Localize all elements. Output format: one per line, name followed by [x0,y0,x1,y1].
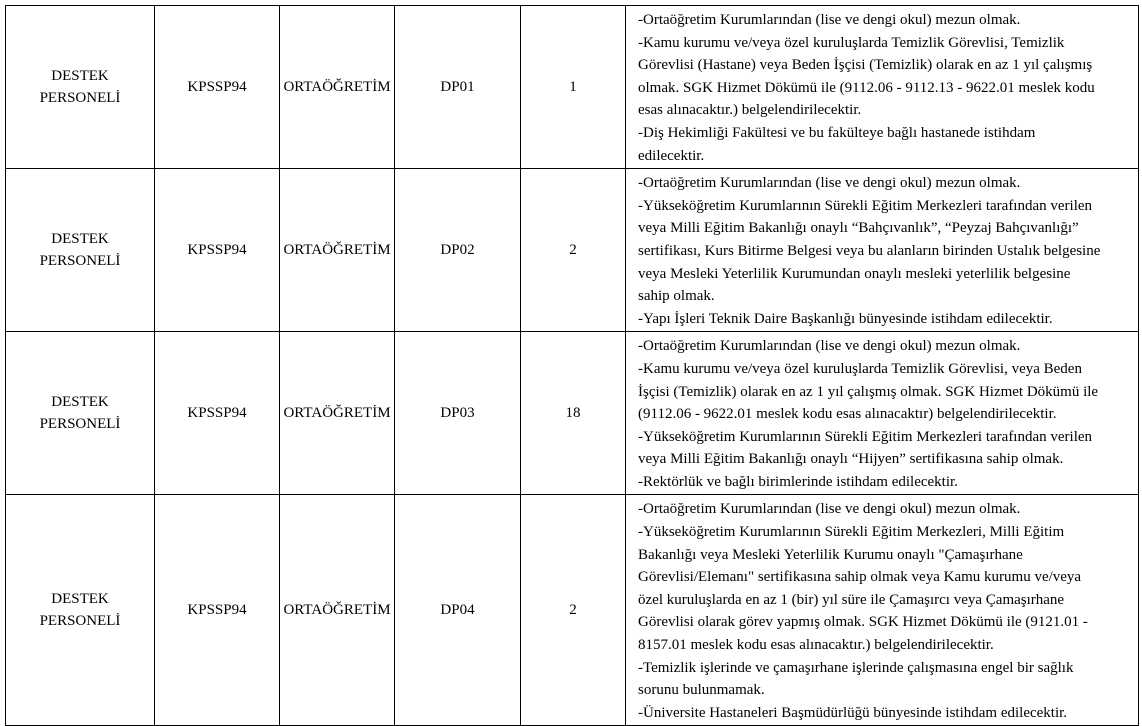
position-category-line: PERSONELİ [39,416,121,433]
requirement-line: Görevlisi (Hastane) veya Beden İşçisi (Temizlik) olarak en az 1 yıl çalışmış [638,57,1093,74]
requirement-line: sertifikası, Kurs Bitirme Belgesi veya bu alanların birinden Ustalık belgesine [638,242,1101,259]
requirement-line: veya Mesleki Yeterlilik Kurumundan onaylı mesleki yeterlilik belgesine [638,265,1071,282]
position-count-cell: 18 [521,332,626,495]
requirement-line: -Kamu kurumu ve/veya özel kuruluşlarda Temizlik Görevlisi, Temizlik [638,34,1065,51]
position-category-line: DESTEK [51,394,109,411]
education-level-cell: ORTAÖĞRETİM [280,495,395,726]
requirement-line: Görevlisi/Elemanı" sertifikasına sahip olmak veya Kamu kurumu ve/veya [638,569,1082,586]
position-count-cell: 1 [521,6,626,169]
requirement-line: esas alınacaktır.) belgelendirilecektir. [638,102,862,119]
requirement-line: -Rektörlük ve bağlı birimlerinde istihdam edilecektir. [638,473,958,490]
position-category-line: DESTEK [51,231,109,248]
requirement-line: sahip olmak. [638,288,715,305]
requirement-line: -Yükseköğretim Kurumlarının Sürekli Eğitim Merkezleri tarafından verilen [638,428,1093,445]
requirement-line: sorunu bulunmamak. [638,682,765,699]
requirement-line: -Temizlik işlerinde ve çamaşırhane işlerinde çalışmasına engel bir sağlık [638,659,1074,676]
requirement-line: veya Milli Eğitim Bakanlığı onaylı “Hijyen” sertifikasına sahip olmak. [638,451,1064,468]
position-code-cell: DP04 [395,495,521,726]
position-code-cell: DP02 [395,169,521,332]
position-count-cell: 2 [521,495,626,726]
exam-score-type-cell: KPSSP94 [155,169,280,332]
table-row [6,332,1139,495]
exam-score-type-cell: KPSSP94 [155,495,280,726]
position-category-line: PERSONELİ [39,90,121,107]
education-level-cell: ORTAÖĞRETİM [280,169,395,332]
education-level-cell: ORTAÖĞRETİM [280,332,395,495]
position-category-line: PERSONELİ [39,613,121,630]
requirements-cell [626,169,1139,332]
requirement-line: Bakanlığı veya Mesleki Yeterlilik Kurumu onaylı "Çamaşırhane [638,546,1023,563]
requirement-line: Görevlisi olarak görev yapmış olmak. SGK Hizmet Dökümü ile (9121.01 - [638,614,1088,631]
position-code-cell: DP01 [395,6,521,169]
table-row [6,6,1139,169]
requirement-line: İşçisi (Temizlik) olarak en az 1 yıl çalışmış olmak. SGK Hizmet Dökümü ile [638,383,1099,400]
requirement-line: -Diş Hekimliği Fakültesi ve bu fakülteye bağlı hastanede istihdam [638,124,1036,141]
table-body [6,6,1139,726]
position-count-cell: 2 [521,169,626,332]
requirement-line: -Ortaöğretim Kurumlarından (lise ve dengi okul) mezun olmak. [638,501,1021,518]
education-level-cell: ORTAÖĞRETİM [280,6,395,169]
table-row [6,495,1139,726]
requirement-line: -Yükseköğretim Kurumlarının Sürekli Eğitim Merkezleri tarafından verilen [638,197,1093,214]
requirements-cell [626,495,1139,726]
requirement-line: özel kuruluşlarda en az 1 (bir) yıl süre ile Çamaşırcı veya Çamaşırhane [638,591,1065,608]
requirements-cell [626,6,1139,169]
staff-positions-table [5,5,1139,726]
position-category-cell [6,495,155,726]
requirement-line: -Ortaöğretim Kurumlarından (lise ve dengi okul) mezun olmak. [638,175,1021,192]
requirement-line: -Ortaöğretim Kurumlarından (lise ve dengi okul) mezun olmak. [638,12,1021,28]
position-code-cell: DP03 [395,332,521,495]
requirement-line: -Yapı İşleri Teknik Daire Başkanlığı bünyesinde istihdam edilecektir. [638,310,1053,327]
exam-score-type-cell: KPSSP94 [155,6,280,169]
position-category-cell [6,6,155,169]
requirement-line: -Üniversite Hastaneleri Başmüdürlüğü bünyesinde istihdam edilecektir. [638,704,1068,721]
requirement-line: edilecektir. [638,147,705,164]
requirement-line: 8157.01 meslek kodu esas alınacaktır.) belgelendirilecektir. [638,637,994,654]
position-category-line: PERSONELİ [39,253,121,270]
requirement-line: (9112.06 - 9622.01 meslek kodu esas alınacaktır) belgelendirilecektir. [638,406,1057,423]
requirement-line: -Ortaöğretim Kurumlarından (lise ve dengi okul) mezun olmak. [638,338,1021,355]
requirement-line: olmak. SGK Hizmet Dökümü ile (9112.06 - 9112.13 - 9622.01 meslek kodu [638,79,1095,96]
position-category-line: DESTEK [51,68,109,85]
requirement-line: veya Milli Eğitim Bakanlığı onaylı “Bahçıvanlık”, “Peyzaj Bahçıvanlığı” [638,220,1079,237]
requirements-cell [626,332,1139,495]
table-row [6,169,1139,332]
position-category-cell [6,332,155,495]
requirement-line: -Kamu kurumu ve/veya özel kuruluşlarda Temizlik Görevlisi, veya Beden [638,360,1082,377]
position-category-line: DESTEK [51,591,109,608]
requirement-line: -Yükseköğretim Kurumlarının Sürekli Eğitim Merkezleri, Milli Eğitim [638,524,1065,541]
exam-score-type-cell: KPSSP94 [155,332,280,495]
position-category-cell [6,169,155,332]
